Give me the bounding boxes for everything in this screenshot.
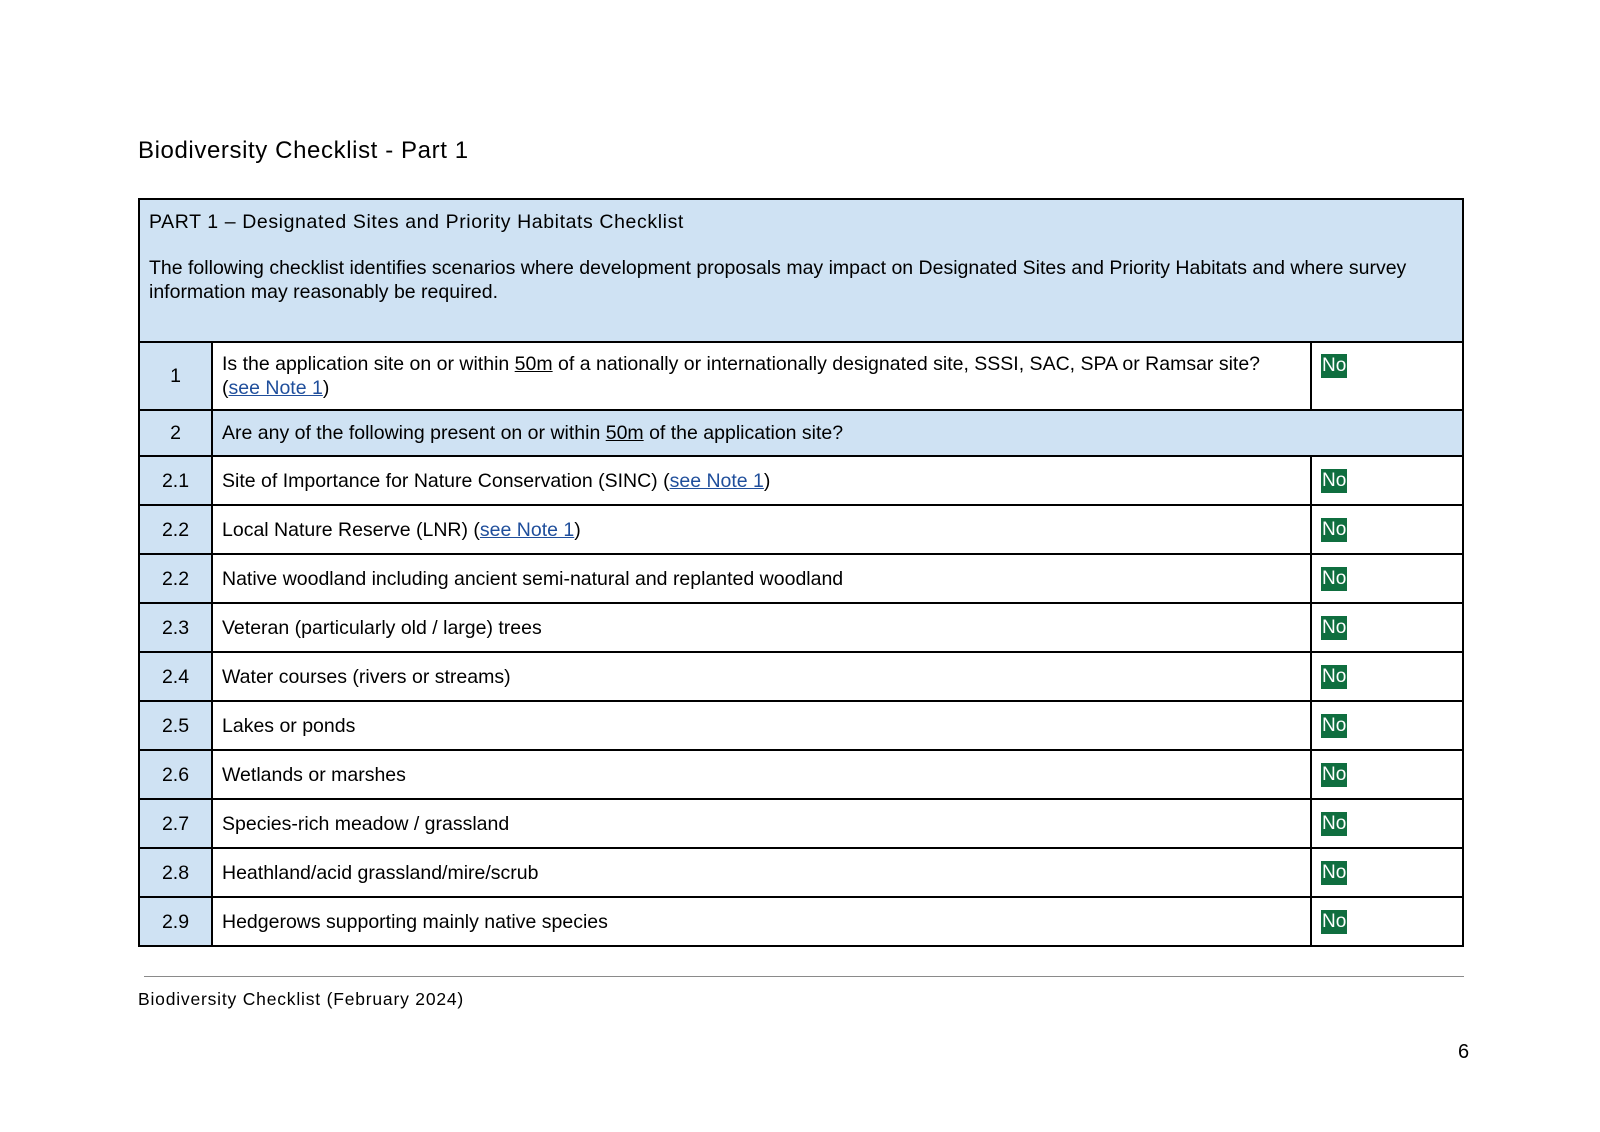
item-text <box>212 848 1311 897</box>
row-number: 2 <box>139 410 212 456</box>
answer-badge[interactable]: No <box>1322 470 1347 491</box>
checklist-item-row <box>139 897 1463 946</box>
intro-text: The following checklist identifies scenarios where development proposals may impact on Designated Sites and Priority Habitats and where survey information may reasonably be required. <box>149 257 1407 303</box>
answer-badge[interactable]: No <box>1322 617 1347 638</box>
row-number: 2.1 <box>139 456 212 505</box>
item-text-part: Water courses (rivers or streams) <box>222 665 511 688</box>
see-note-link[interactable]: see Note 1 <box>479 518 575 541</box>
answer-cell <box>1311 701 1463 750</box>
answer-cell <box>1311 848 1463 897</box>
question-text-part: ) <box>322 377 330 399</box>
item-text-part: ) <box>763 469 771 492</box>
answer-cell <box>1311 456 1463 505</box>
item-text-part: Local Nature Reserve (LNR) ( <box>222 518 480 541</box>
question-text <box>212 410 1463 456</box>
item-text <box>212 456 1311 505</box>
checklist-item-row <box>139 603 1463 652</box>
row-number: 2.3 <box>139 603 212 652</box>
item-text-part: ) <box>574 518 581 541</box>
answer-cell <box>1311 799 1463 848</box>
checklist-item-row <box>139 505 1463 554</box>
item-text-part: Veteran (particularly old / large) trees <box>222 616 542 639</box>
row-number: 2.6 <box>139 750 212 799</box>
answer-badge[interactable]: No <box>1322 666 1347 687</box>
part-heading: PART 1 – Designated Sites and Priority Habitats Checklist <box>149 211 684 233</box>
item-text <box>212 701 1311 750</box>
answer-badge[interactable]: No <box>1322 568 1347 589</box>
answer-badge[interactable]: No <box>1322 355 1347 376</box>
row-number: 2.2 <box>139 554 212 603</box>
answer-cell <box>1311 750 1463 799</box>
row-number: 2.8 <box>139 848 212 897</box>
row-number: 2.9 <box>139 897 212 946</box>
answer-cell <box>1311 603 1463 652</box>
item-text <box>212 750 1311 799</box>
item-text-part: Site of Importance for Nature Conservation (SINC) ( <box>222 469 670 492</box>
checklist-item-row <box>139 456 1463 505</box>
footer-divider <box>144 976 1464 977</box>
row-number: 2.2 <box>139 505 212 554</box>
distance-label: 50m <box>605 422 644 444</box>
checklist-item-row <box>139 799 1463 848</box>
answer-badge[interactable]: No <box>1322 911 1347 932</box>
answer-cell <box>1311 652 1463 701</box>
question-text-part: Is the application site on or within <box>222 353 515 375</box>
page-number: 6 <box>1458 1041 1470 1063</box>
answer-cell <box>1311 897 1463 946</box>
row-number: 2.5 <box>139 701 212 750</box>
checklist-item-row <box>139 750 1463 799</box>
answer-cell <box>1311 342 1463 410</box>
item-text <box>212 799 1311 848</box>
item-text-part: Hedgerows supporting mainly native species <box>222 910 608 933</box>
answer-cell <box>1311 505 1463 554</box>
question-text-part: of the application site? <box>643 422 844 444</box>
item-text-part: Wetlands or marshes <box>222 763 406 786</box>
footer-text: Biodiversity Checklist (February 2024) <box>138 989 465 1009</box>
answer-badge[interactable]: No <box>1322 813 1347 834</box>
see-note-link[interactable]: see Note 1 <box>669 469 764 492</box>
answer-cell <box>1311 554 1463 603</box>
checklist-item-row <box>139 554 1463 603</box>
item-text <box>212 603 1311 652</box>
item-text-part: Heathland/acid grassland/mire/scrub <box>222 861 539 884</box>
row-number: 1 <box>139 342 212 410</box>
checklist-item-row <box>139 848 1463 897</box>
question-text-part: Are any of the following present on or within <box>222 422 606 444</box>
checklist-item-row <box>139 652 1463 701</box>
row-number: 2.4 <box>139 652 212 701</box>
question-row-2 <box>139 410 1463 456</box>
answer-badge[interactable]: No <box>1322 519 1347 540</box>
page-title: Biodiversity Checklist - Part 1 <box>138 137 469 164</box>
item-text-part: Species-rich meadow / grassland <box>222 812 510 835</box>
answer-badge[interactable]: No <box>1322 862 1347 883</box>
checklist-item-row <box>139 701 1463 750</box>
intro-row <box>139 199 1463 342</box>
item-text-part: Native woodland including ancient semi-natural and replanted woodland <box>222 567 844 590</box>
row-number: 2.7 <box>139 799 212 848</box>
item-text <box>212 505 1311 554</box>
intro-cell <box>139 199 1463 342</box>
item-text <box>212 554 1311 603</box>
item-text <box>212 652 1311 701</box>
answer-badge[interactable]: No <box>1322 764 1347 785</box>
see-note-link[interactable]: see Note 1 <box>228 377 323 399</box>
question-row-1 <box>139 342 1463 410</box>
question-text <box>212 342 1311 410</box>
distance-label: 50m <box>514 353 553 375</box>
item-text <box>212 897 1311 946</box>
question-text-part: of a nationally or internationally designated site, SSSI, SAC, SPA or Ramsar site? ( <box>222 353 1261 399</box>
answer-badge[interactable]: No <box>1322 715 1347 736</box>
checklist-table <box>138 198 1464 947</box>
item-text-part: Lakes or ponds <box>222 714 356 737</box>
